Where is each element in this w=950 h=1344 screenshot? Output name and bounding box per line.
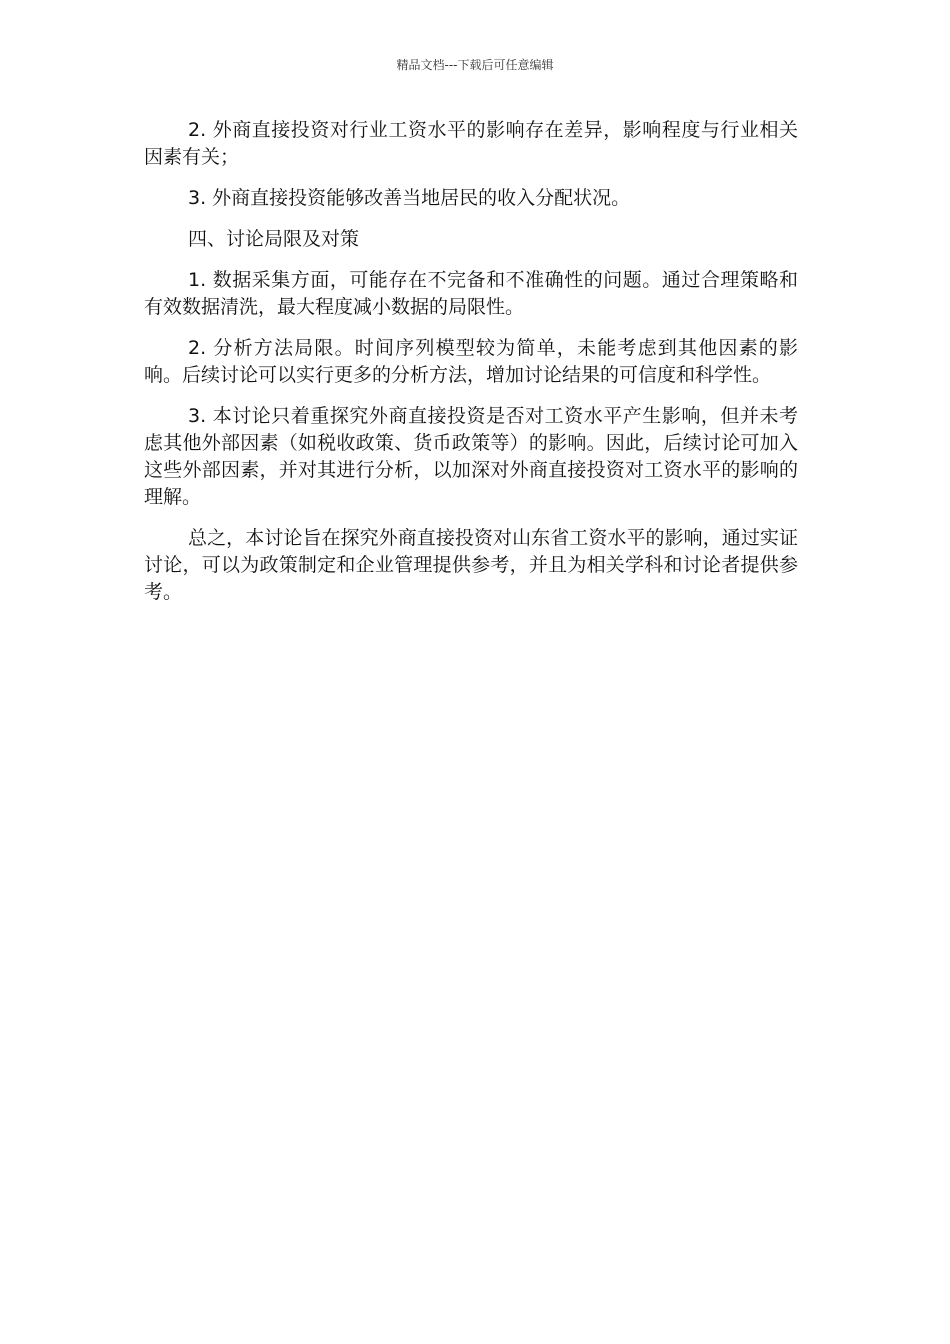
paragraph-conclusion-2: 2. 外商直接投资对行业工资水平的影响存在差异，影响程度与行业相关因素有关； (144, 119, 798, 168)
paragraph-limitation-2: 2. 分析方法局限。时间序列模型较为简单，未能考虑到其他因素的影响。后续讨论可以实行更多的分析方法，增加讨论结果的可信度和科学性。 (144, 337, 798, 386)
section-heading-limitations: 四、讨论局限及对策 (188, 228, 360, 250)
paragraph-summary: 总之，本讨论旨在探究外商直接投资对山东省工资水平的影响，通过实证讨论，可以为政策制定和企业管理提供参考，并且为相关学科和讨论者提供参考。 (144, 527, 798, 603)
page-header: 精品文档---下载后可任意编辑 (396, 58, 554, 72)
document-body (144, 117, 798, 620)
paragraph-limitation-1: 1. 数据采集方面，可能存在不完备和不准确性的问题。通过合理策略和有效数据清洗，最大程度减小数据的局限性。 (144, 269, 798, 318)
paragraph-conclusion-3: 3. 外商直接投资能够改善当地居民的收入分配状况。 (188, 187, 631, 209)
paragraph-limitation-3: 3. 本讨论只着重探究外商直接投资是否对工资水平产生影响，但并未考虑其他外部因素（如税收政策、货币政策等）的影响。因此，后续讨论可加入这些外部因素，并对其进行分析，以加深对外商直接投资对工资水平的影响的理解。 (144, 405, 798, 508)
